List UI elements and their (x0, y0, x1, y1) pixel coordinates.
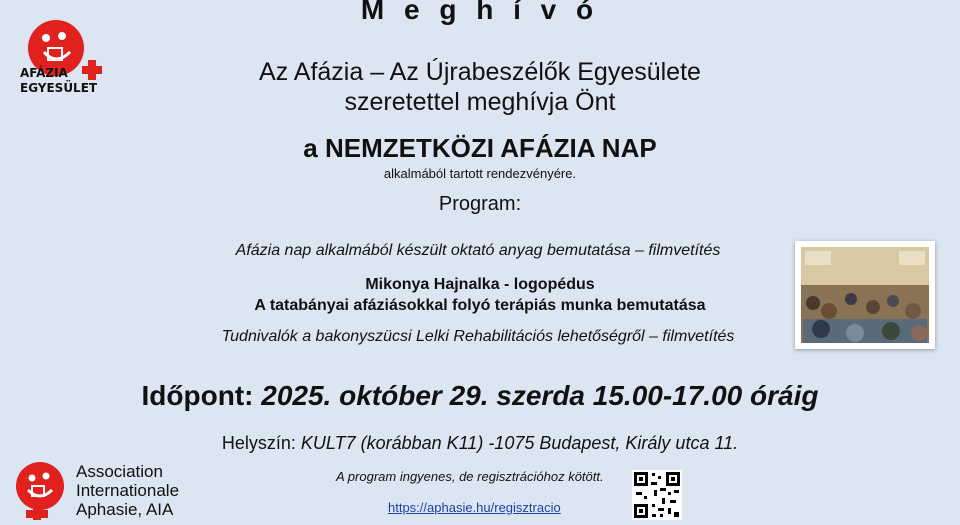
qr-code-icon[interactable] (632, 470, 682, 520)
aia-name (76, 462, 179, 519)
logo-line-1: AFÁZIA (20, 66, 68, 80)
event-location (0, 433, 960, 454)
aia-line-2: Internationale (76, 481, 180, 500)
aia-logo (12, 458, 72, 520)
aia-line-1: Association (76, 462, 163, 481)
page-title: M e g h í v ó (360, 0, 600, 25)
location-value: KULT7 (korábban K11) -1075 Budapest, Király utca 11. (300, 433, 739, 453)
logo-line-2: EGYESÜLET (20, 81, 98, 95)
organizer-line-2: szeretettel meghívja Önt (344, 88, 616, 116)
event-occasion: alkalmából tartott rendezvényére. (383, 166, 577, 181)
event-photo (795, 241, 935, 349)
program-item-2: A tatabányai afáziásokkal folyó terápiás munka bemutatása (254, 297, 706, 314)
registration-link[interactable]: https://aphasie.hu/regisztracio (388, 500, 561, 515)
program-heading: Program: (438, 193, 522, 215)
organizer-line-1: Az Afázia – Az Újrabeszélők Egyesülete (259, 58, 701, 86)
program-item-3: Tudnivalók a bakonyszücsi Lelki Rehabilitációs lehetőségről – filmvetítés (221, 328, 735, 345)
registration-note: A program ingyenes, de regisztrációhoz kötött. (336, 469, 604, 484)
event-date (0, 380, 960, 412)
location-label: Helyszín: (221, 433, 296, 453)
date-label: Időpont: (141, 380, 254, 411)
date-value: 2025. október 29. szerda 15.00-17.00 óráig (261, 380, 819, 411)
aia-line-3: Aphasie, AIA (76, 500, 174, 519)
event-name: a NEMZETKÖZI AFÁZIA NAP (303, 133, 657, 163)
program-speaker: Mikonya Hajnalka - logopédus (365, 276, 595, 293)
program-item-1: Afázia nap alkalmából készült oktató anyag bemutatása – filmvetítés (235, 242, 721, 259)
